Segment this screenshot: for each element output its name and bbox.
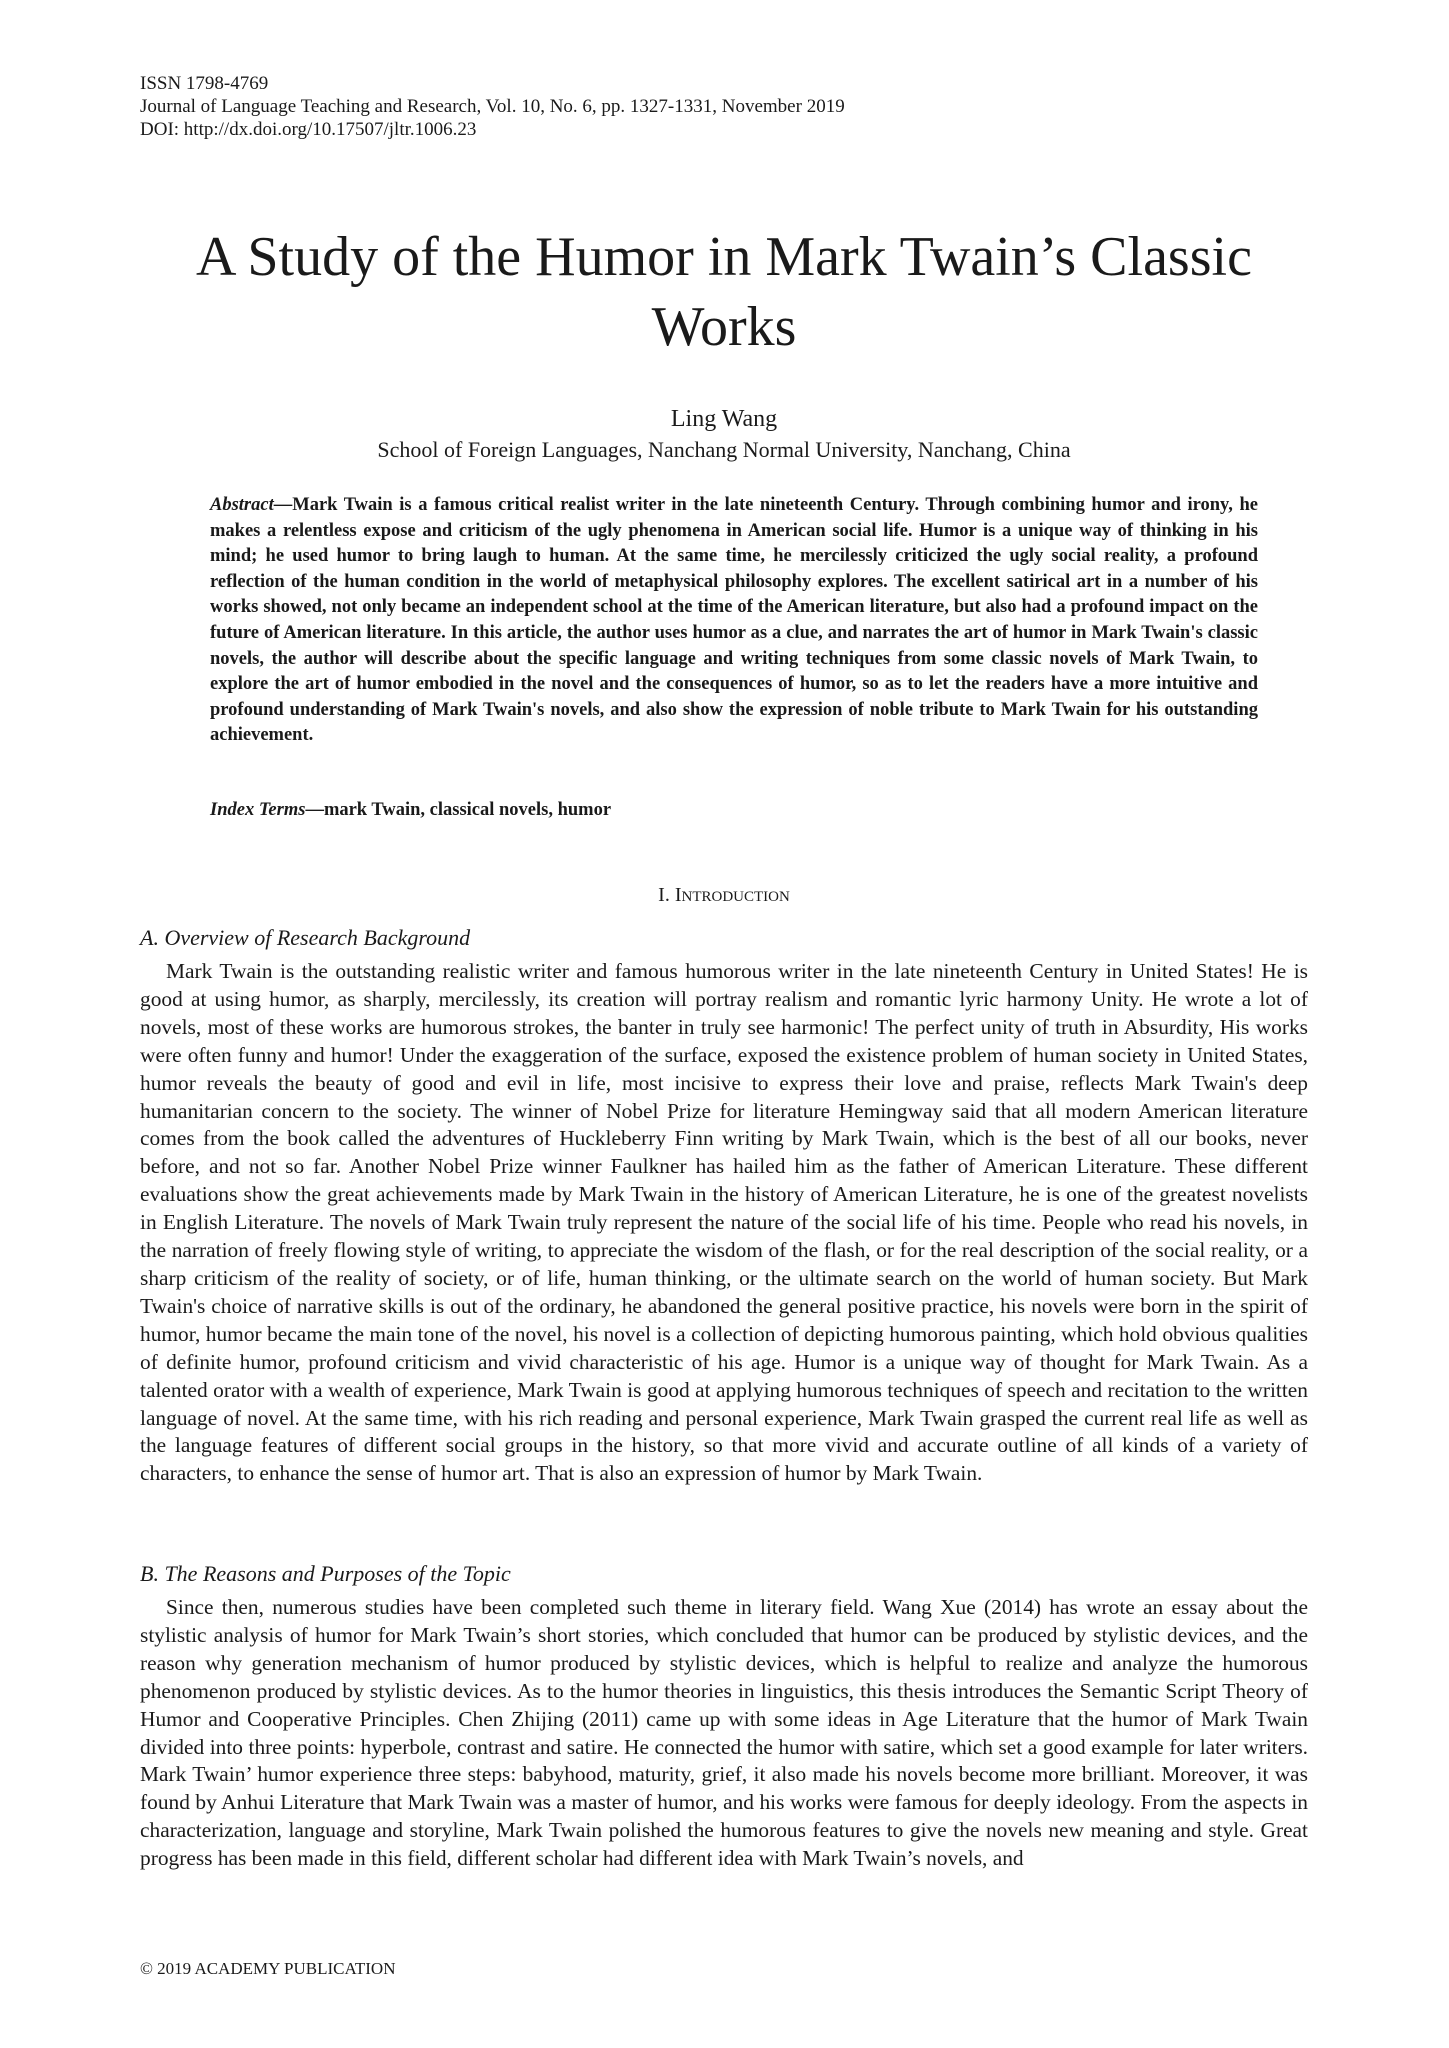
journal-header bbox=[140, 72, 845, 141]
doi-line: DOI: http://dx.doi.org/10.17507/jltr.1006.23 bbox=[140, 119, 477, 140]
subsection-heading-a: A. Overview of Research Background bbox=[140, 925, 471, 950]
paper-title: A Study of the Humor in Mark Twain’s Classic Works bbox=[196, 226, 1252, 358]
index-terms bbox=[210, 798, 611, 823]
subsection-heading-b: B. The Reasons and Purposes of the Topic bbox=[140, 1561, 511, 1586]
section-heading-introduction bbox=[140, 882, 1308, 910]
abstract-text: —Mark Twain is a famous critical realist writer in the late nineteenth Century. Through combining humor and irony, he makes a relentless expose and criticism of the ugly phenomena in American social life. Humor is a unique way of thinking in his mind; he used humor to bring laugh to human. At the same time, he mercilessly criticized the ugly social reality, a profound reflection of the human condition in the world of metaphysical philosophy explores. The excellent satirical art in a number of his works showed, not only became an independent school at the time of the American literature, but also had a profound impact on the future of American literature. In this article, the author uses humor as a clue, and narrates the art of humor in Mark Twain's classic novels, the author will describe about the specific language and writing techniques from some classic novels of Mark Twain, to explore the art of humor embodied in the novel and the consequences of humor, so as to let the readers have a more intuitive and profound understanding of Mark Twain's novels, and also show the expression of noble tribute to Mark Twain for his outstanding achievement. bbox=[210, 495, 1258, 746]
index-terms-label: Index Terms bbox=[210, 800, 306, 820]
issn-line: ISSN 1798-4769 bbox=[140, 73, 269, 94]
author-affiliation: School of Foreign Languages, Nanchang Normal University, Nanchang, China bbox=[377, 437, 1071, 462]
copyright-footer: © 2019 ACADEMY PUBLICATION bbox=[140, 1959, 396, 1978]
journal-citation-line: Journal of Language Teaching and Research, Vol. 10, No. 6, pp. 1327-1331, November 2019 bbox=[140, 96, 845, 117]
abstract bbox=[210, 493, 1258, 749]
section-heading-numeral: I. I bbox=[658, 884, 682, 906]
paragraph-research-background: Mark Twain is the outstanding realistic writer and famous humorous writer in the late nineteenth Century in United States! He is good at using humor, as sharply, mercilessly, its creation will portray realism and romantic lyric harmony Unity. He wrote a lot of novels, most of these works are humorous strokes, the banter in truly see harmonic! The perfect unity of truth in Absurdity, His works were often funny and humor! Under the exaggeration of the surface, exposed the existence problem of human society in United States, humor reveals the beauty of good and evil in life, most incisive to express their love and praise, reflects Mark Twain's deep humanitarian concern to the society. The winner of Nobel Prize for literature Hemingway said that all modern American literature comes from the book called the adventures of Huckleberry Finn writing by Mark Twain, which is the best of all our books, never before, and not so far. Another Nobel Prize winner Faulkner has hailed him as the father of American Literature. These different evaluations show the great achievements made by Mark Twain in the history of American Literature, he is one of the greatest novelists in English Literature. The novels of Mark Twain truly represent the nature of the social life of his time. People who read his novels, in the narration of freely flowing style of writing, to appreciate the wisdom of the flash, or for the real description of the social reality, or a sharp criticism of the reality of society, or of life, human thinking, or the ultimate search on the world of human society. But Mark Twain's choice of narrative skills is out of the ordinary, he abandoned the general positive practice, his novels were born in the spirit of humor, humor became the main tone of the novel, his novel is a collection of depicting humorous painting, which hold obvious qualities of definite humor, profound criticism and vivid characteristic of his age. Humor is a unique way of thought for Mark Twain. As a talented orator with a wealth of experience, Mark Twain is good at applying humorous techniques of speech and recitation to the written language of novel. At the same time, with his rich reading and personal experience, Mark Twain grasped the current real life as well as the language features of different social groups in the history, so that more vivid and accurate outline of all kinds of a variety of characters, to enhance the sense of humor art. That is also an expression of humor by Mark Twain. bbox=[140, 959, 1308, 1486]
author-name: Ling Wang bbox=[670, 406, 778, 432]
paragraph-reasons-purposes: Since then, numerous studies have been completed such theme in literary field. Wang Xue (2014) has wrote an essay about the stylistic analysis of humor for Mark Twain’s short stories, which concluded that humor can be produced by stylistic devices, and the reason why generation mechanism of humor produced by stylistic devices, which is helpful to realize and analyze the humorous phenomenon produced by stylistic devices. As to the humor theories in linguistics, this thesis introduces the Semantic Script Theory of Humor and Cooperative Principles. Chen Zhijing (2011) came up with some ideas in Age Literature that the humor of Mark Twain divided into three points: hyperbole, contrast and satire. He connected the humor with satire, which set a good example for later writers. Mark Twain’ humor experience three steps: babyhood, maturity, grief, it also made his novels become more brilliant. Moreover, it was found by Anhui Literature that Mark Twain was a master of humor, and his works were famous for deeply ideology. From the aspects in characterization, language and storyline, Mark Twain polished the humorous features to give the novels new meaning and style. Great progress has been made in this field, different scholar had different idea with Mark Twain’s novels, and bbox=[140, 1595, 1308, 1871]
section-heading-rest: NTRODUCTION bbox=[681, 889, 790, 905]
abstract-label: Abstract bbox=[210, 495, 274, 515]
index-terms-text: —mark Twain, classical novels, humor bbox=[305, 800, 612, 820]
